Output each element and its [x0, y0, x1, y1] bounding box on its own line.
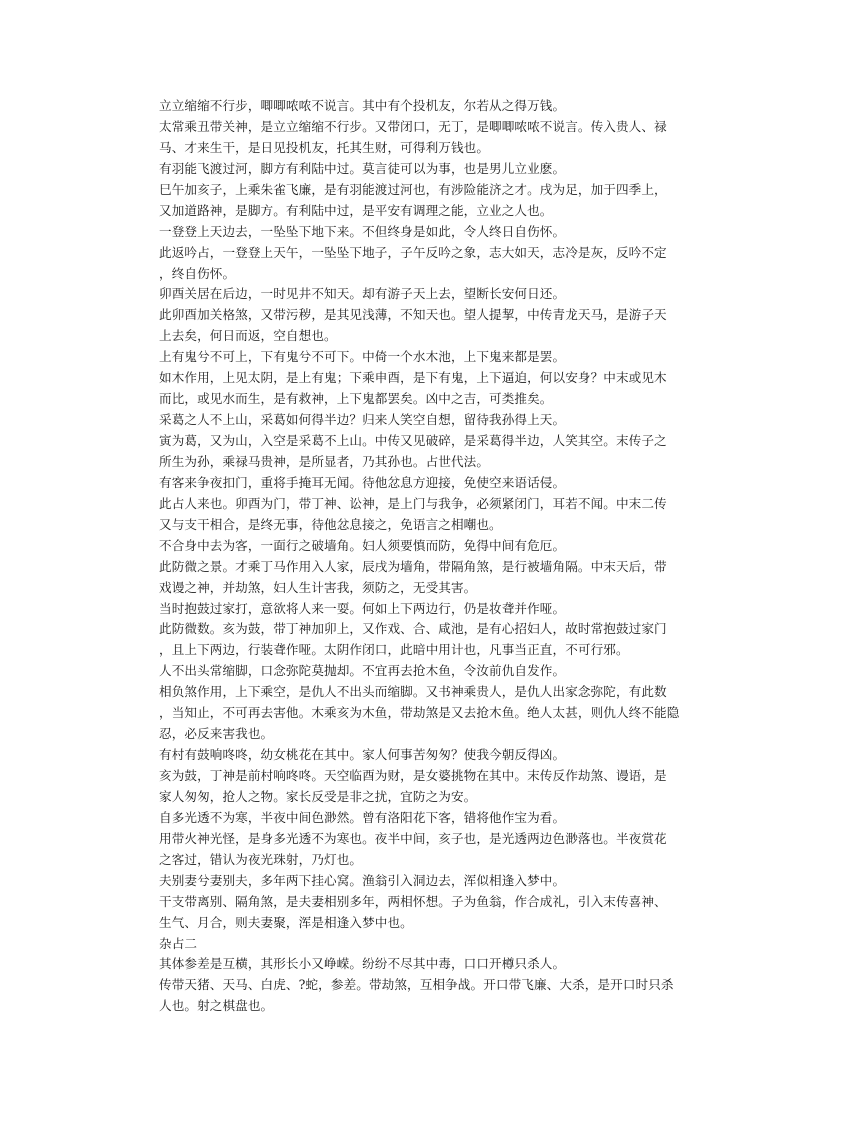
text-line: 夫别妻兮妻别夫，多年两下挂心窝。渔翁引入洞边去，浑似相逢入梦中。 — [159, 872, 566, 888]
text-line: 干支带离别、隔角煞，是夫妻相别多年，两相怀想。子为鱼翁，作合成礼，引入末传喜神、 — [159, 893, 667, 909]
text-line: 此返吟占，一登登上天午，一坠坠下地子，子午反吟之象，志大如天，志冷是灰，反吟不定 — [159, 244, 667, 260]
text-line: 有羽能飞渡过河，脚方有利陆中过。莫言徒可以为事，也是男儿立业麽。 — [159, 160, 566, 176]
text-line: 之客过，错认为夜光珠射，乃灯也。 — [159, 851, 363, 867]
text-line: 马、才来生干，是日见投机友，托其生财，可得利万钱也。 — [159, 139, 490, 155]
text-line: ，且上下两边，行装聋作哑。太阴作闭口，此暗中用计也，凡事当正直，不可行邪。 — [159, 642, 629, 658]
text-line: 一登登上天边去，一坠坠下地下来。不但终身是如此，令人终日自伤怀。 — [159, 223, 566, 239]
text-line: 自多光透不为寒，半夜中间色渺然。曾有洛阳花下客，错将他作宝为看。 — [159, 809, 566, 825]
text-line: 人不出头常缩脚，口念弥陀莫抛却。不宜再去抢木鱼，令汝前仇自发作。 — [159, 663, 566, 679]
text-line: 当时抱鼓过家打，意欲将人来一耍。何如上下两边行，仍是妆聋并作哑。 — [159, 600, 566, 616]
text-line: 有村有鼓响咚咚，幼女桃花在其中。家人何事苦匆匆？使我今朝反得凶。 — [159, 747, 566, 763]
text-line: 用带火神光怪，是身多光透不为寒也。夜半中间，亥子也，是光透两边色渺落也。半夜赏花 — [159, 830, 667, 846]
text-line: 此占人来也。卯酉为门，带丁神、讼神，是上门与我争，必须紧闭门，耳若不闻。中末二传 — [159, 495, 667, 511]
text-line: 又加道路神，是脚方。有利陆中过，是平安有调理之能，立业之人也。 — [159, 202, 553, 218]
text-line: 立立缩缩不行步，唧唧哝哝不说言。其中有个投机友，尔若从之得万钱。 — [159, 98, 566, 113]
text-line: 戏谩之神，并劫煞，妇人生计害我，须防之，无受其害。 — [159, 579, 477, 595]
text-line: 人也。射之棋盘也。 — [159, 998, 274, 1014]
text-line: 又与支干相合，是终无事，待他忿息接之，免语言之相嘲也。 — [159, 516, 502, 532]
document-body — [159, 96, 680, 1017]
text-line: ，终自伤怀。 — [159, 265, 236, 281]
text-line: 上有鬼兮不可上，下有鬼兮不可下。中倚一个水木池，上下鬼来都是罢。 — [159, 349, 566, 365]
text-line: 此防微数。亥为鼓，带丁神加卯上，又作戏、合、咸池，是有心招妇人，故时常抱鼓过家门 — [159, 621, 667, 637]
text-line: 忍，必反来害我也。 — [159, 726, 274, 742]
text-line: 太常乘丑带关神，是立立缩缩不行步。又带闭口，无丁，是唧唧哝哝不说言。传入贵人、禄 — [159, 118, 667, 134]
text-line: 所生为孙，乘禄马贵神，是所显者，乃其孙也。占世代法。 — [159, 453, 490, 469]
text-line: 寅为葛，又为山，入空是采葛不上山。中传又见破碎，是采葛得半边，人笑其空。末传子之 — [159, 433, 667, 448]
text-line: 卯酉关居在后边，一时见井不知天。却有游子天上去，望断长安何日还。 — [159, 286, 566, 302]
text-line: 此卯酉加关格煞，又带污秽，是其见浅薄，不知天也。望人提挈，中传青龙天马，是游子天 — [159, 307, 667, 323]
text-line: 巳午加亥子，上乘朱雀飞廉，是有羽能渡过河也，有涉险能济之才。戌为足，加于四季上， — [159, 181, 667, 197]
text-line: 上去矣，何日而返，空自想也。 — [159, 328, 337, 344]
text-line: 而比，或见水而生，是有救神，上下鬼都罢矣。凶中之吉，可类推矣。 — [159, 391, 553, 407]
text-line: 生气、月合，则夫妻聚，浑是相逢入梦中也。 — [159, 914, 413, 930]
text-line: 不合身中去为客，一面行之破墙角。妇人须要慎而防，免得中间有危厄。 — [159, 537, 566, 553]
text-line: 相负煞作用，上下乘空，是仇人不出头而缩脚。又书神乘贵人，是仇人出家念弥陀，有此数 — [159, 684, 667, 700]
text-line: 其体参差是互横，其形长小又峥嵘。纷纷不尽其中毒，口口开樽只杀人。 — [159, 956, 566, 972]
text-line: ，当知止，不可再去害他。木乘亥为木鱼，带劫煞是又去抢木鱼。绝人太甚，则仇人终不能隐 — [159, 705, 680, 721]
text-line: 杂占二 — [159, 935, 198, 951]
text-line: 传带天猪、天马、白虎、?蛇，参差。带劫煞，互相争战。开口带飞廉、大杀，是开口时只杀 — [159, 977, 674, 993]
text-line: 有客来争夜扣门，重将手掩耳无闻。待他忿息方迎接，免使空来语话侵。 — [159, 474, 566, 490]
text-line: 如木作用，上见太阴，是上有鬼；下乘申酉，是下有鬼，上下逼迫，何以安身？中末或见木 — [159, 370, 667, 386]
text-line: 家人匆匆，抢人之物。家长反受是非之扰，宜防之为安。 — [159, 788, 477, 804]
text-line: 采葛之人不上山，采葛如何得半边？归来人笑空自想，留待我孙得上天。 — [159, 412, 566, 428]
text-line: 此防微之景。才乘丁马作用入人家，辰戌为墙角，带隔角煞，是行被墙角隔。中末天后，带 — [159, 558, 667, 574]
text-line: 亥为鼓，丁神是前村响咚咚。天空临酉为财，是女婆挑物在其中。末传反作劫煞、谩语，是 — [159, 768, 667, 783]
